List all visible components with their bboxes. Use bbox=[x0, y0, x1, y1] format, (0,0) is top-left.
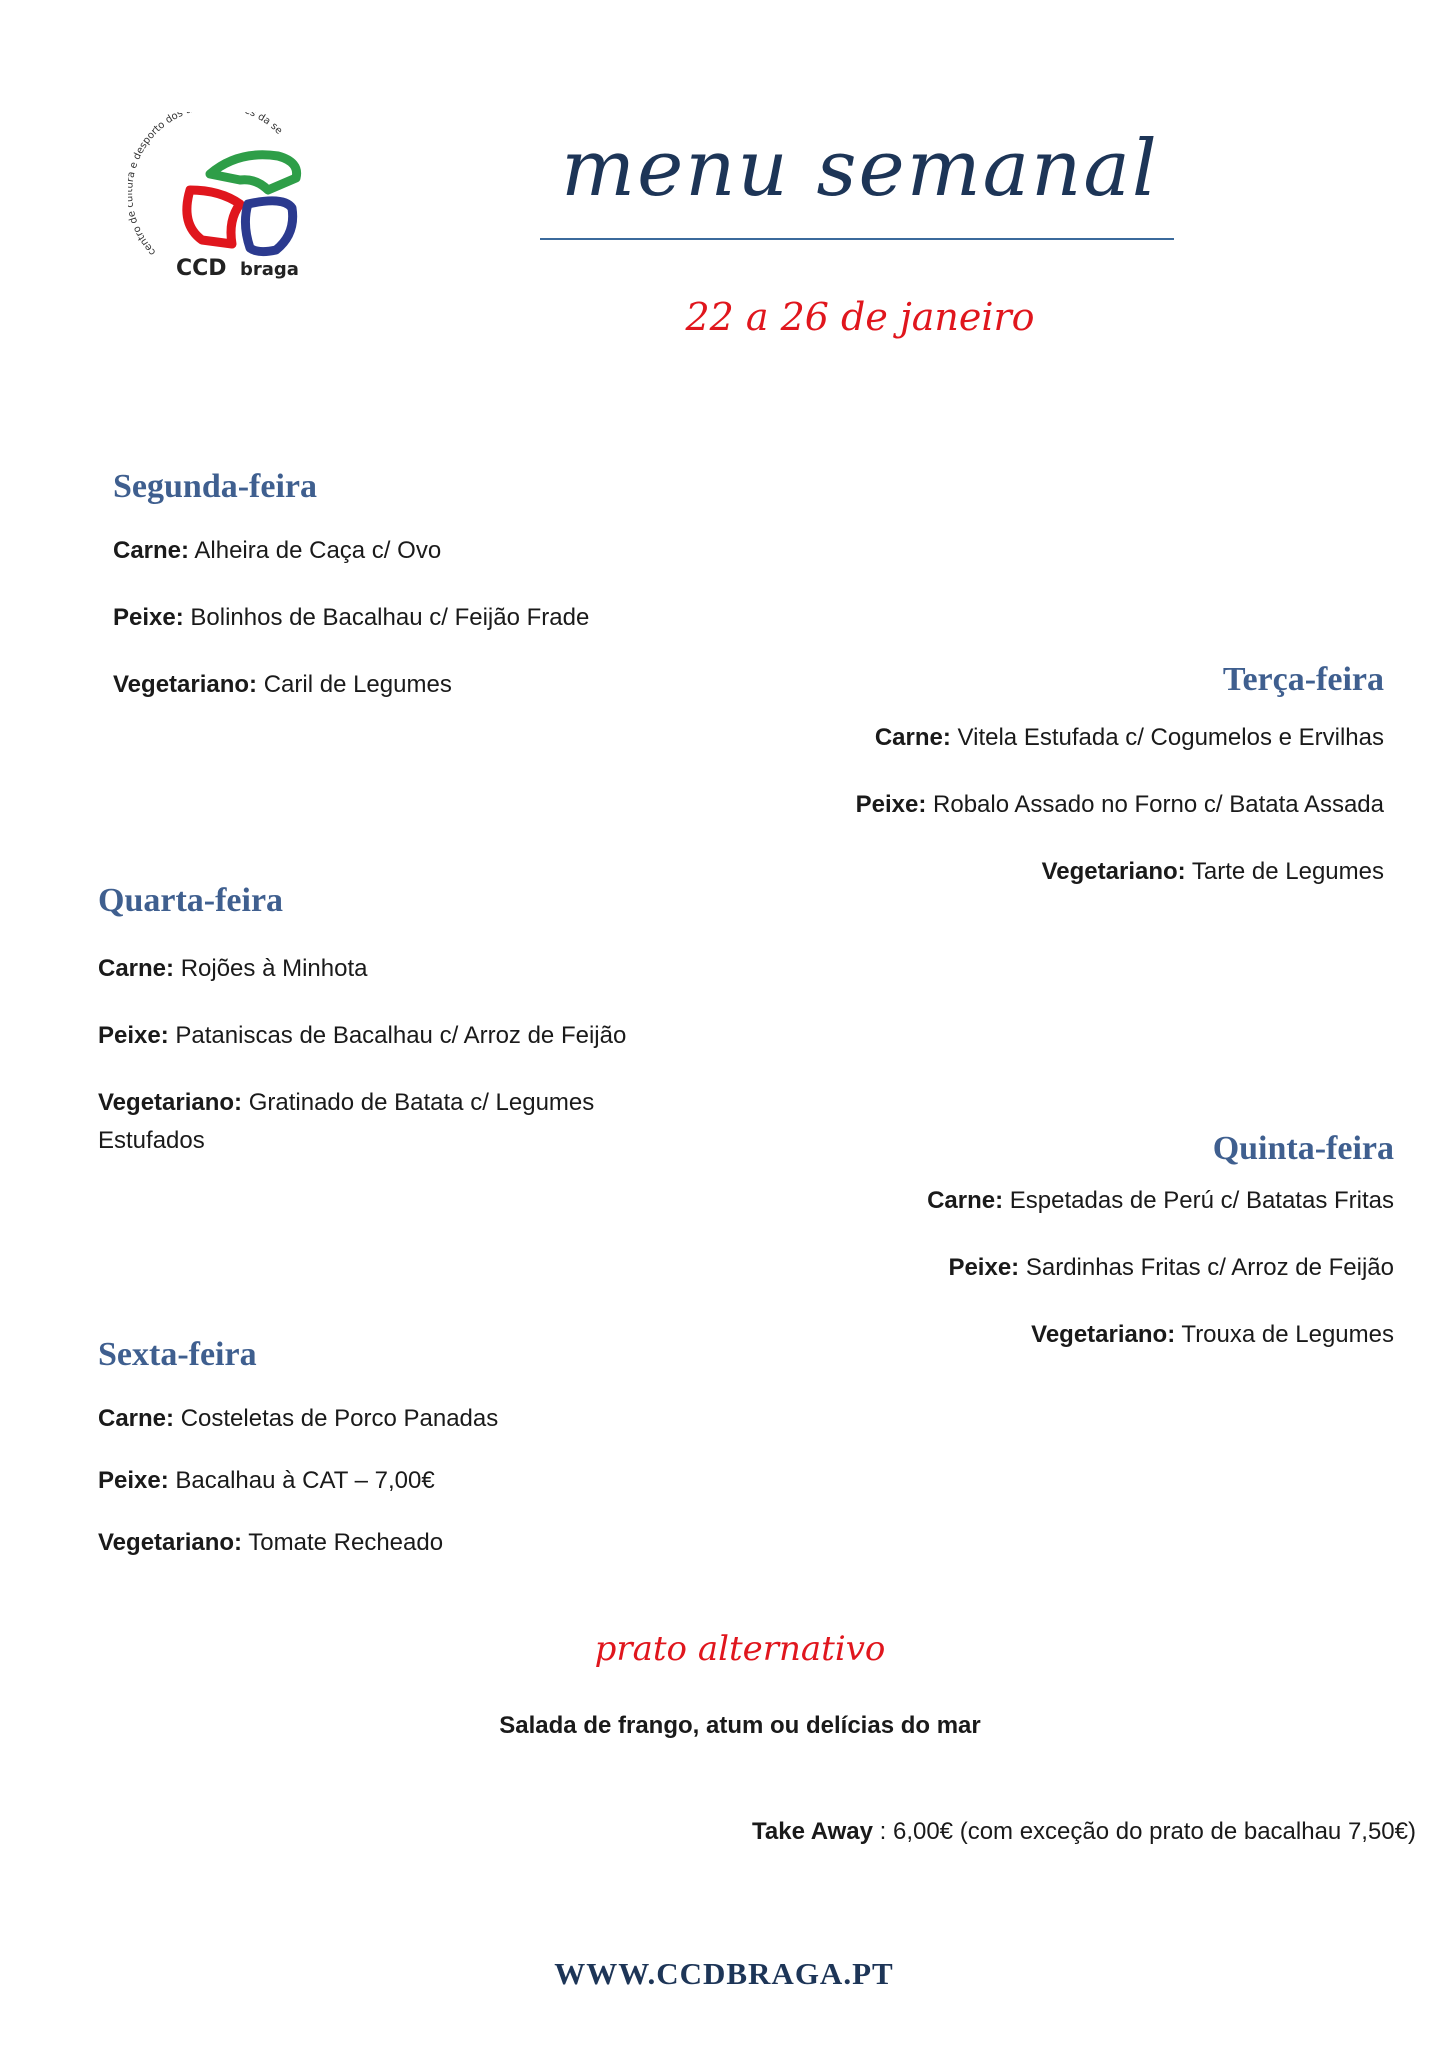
menu-line-carne bbox=[113, 532, 733, 570]
dish-carne: Costeletas de Porco Panadas bbox=[174, 1405, 499, 1432]
label-carne: Carne: bbox=[98, 955, 175, 982]
label-peixe: Peixe: bbox=[855, 791, 927, 818]
dish-carne: Rojões à Minhota bbox=[174, 955, 368, 982]
logo-graphic bbox=[128, 112, 318, 287]
dish-peixe: Sardinhas Fritas c/ Arroz de Feijão bbox=[1019, 1254, 1394, 1281]
label-vegetariano: Vegetariano: bbox=[113, 671, 258, 698]
label-vegetariano: Vegetariano: bbox=[1031, 1321, 1176, 1348]
menu-line-vegetariano bbox=[113, 666, 733, 704]
week-dates: 22 a 26 de janeiro bbox=[685, 295, 1035, 339]
day-quinta bbox=[760, 1132, 1394, 1354]
takeaway-text: : 6,00€ (com exceção do prato de bacalhau 7,50€) bbox=[872, 1818, 1416, 1845]
dish-carne: Alheira de Caça c/ Ovo bbox=[189, 537, 442, 564]
day-segunda bbox=[113, 470, 733, 704]
menu-line-vegetariano bbox=[98, 1084, 658, 1122]
website-link[interactable]: WWW.CCDBRAGA.PT bbox=[554, 1956, 894, 1991]
day-quarta bbox=[98, 884, 658, 1160]
menu-line-carne bbox=[720, 719, 1384, 757]
menu-line-peixe bbox=[760, 1249, 1394, 1287]
menu-line-peixe bbox=[720, 786, 1384, 824]
menu-line-vegetariano bbox=[98, 1524, 658, 1562]
label-vegetariano: Vegetariano: bbox=[98, 1529, 243, 1556]
alternative-title: prato alternativo bbox=[594, 1629, 886, 1669]
ccd-braga-logo bbox=[128, 112, 318, 287]
logo-blue-shape bbox=[245, 201, 292, 252]
dish-peixe: Bolinhos de Bacalhau c/ Feijão Frade bbox=[183, 604, 590, 631]
dish-vegetariano: Tarte de Legumes bbox=[1185, 858, 1384, 885]
logo-red-shape bbox=[187, 190, 240, 244]
day-sexta bbox=[98, 1338, 658, 1562]
day-title: Terça-feira bbox=[1222, 661, 1384, 698]
menu-line-peixe bbox=[113, 599, 733, 637]
label-carne: Carne: bbox=[927, 1187, 1004, 1214]
alternative-text: Salada de frango, atum ou delícias do mar bbox=[499, 1712, 981, 1739]
menu-line-vegetariano bbox=[720, 853, 1384, 891]
day-title: Sexta-feira bbox=[98, 1336, 257, 1373]
day-terca bbox=[720, 663, 1384, 891]
dish-vegetariano: Gratinado de Batata c/ Legumes bbox=[242, 1089, 595, 1116]
label-carne: Carne: bbox=[874, 724, 951, 751]
menu-line-carne bbox=[760, 1182, 1394, 1220]
day-title: Quinta-feira bbox=[1212, 1130, 1394, 1167]
dish-vegetariano: Caril de Legumes bbox=[257, 671, 452, 698]
day-title: Quarta-feira bbox=[98, 882, 284, 919]
logo-green-shape bbox=[210, 155, 297, 190]
label-peixe: Peixe: bbox=[98, 1467, 169, 1494]
logo-brand-mark: CCD bbox=[176, 256, 227, 281]
dish-vegetariano: Tomate Recheado bbox=[242, 1529, 444, 1556]
label-peixe: Peixe: bbox=[98, 1022, 169, 1049]
logo-arc-text: centro d e desporto dos s da se bbox=[128, 112, 285, 258]
takeaway-label: Take Away bbox=[752, 1818, 873, 1845]
dish-peixe: Robalo Assado no Forno c/ Batata Assada bbox=[926, 791, 1384, 818]
day-title: Segunda-feira bbox=[113, 468, 317, 505]
label-vegetariano: Vegetariano: bbox=[98, 1089, 243, 1116]
dish-carne: Vitela Estufada c/ Cogumelos e Ervilhas bbox=[950, 724, 1384, 751]
menu-line-peixe bbox=[98, 1462, 658, 1500]
menu-line-carne bbox=[98, 1400, 658, 1438]
takeaway-info bbox=[600, 1818, 1416, 1846]
logo-brand-city: braga bbox=[240, 259, 299, 280]
dish-carne: Espetadas de Perú c/ Batatas Fritas bbox=[1003, 1187, 1394, 1214]
title-divider bbox=[540, 238, 1174, 240]
menu-line-vegetariano bbox=[760, 1316, 1394, 1354]
menu-line-vegetariano-cont: Estufados bbox=[98, 1127, 205, 1154]
label-carne: Carne: bbox=[98, 1405, 175, 1432]
label-vegetariano: Vegetariano: bbox=[1041, 858, 1186, 885]
label-carne: Carne: bbox=[113, 537, 190, 564]
label-peixe: Peixe: bbox=[948, 1254, 1020, 1281]
page-title: menu semanal bbox=[561, 124, 1159, 214]
menu-line-carne bbox=[98, 950, 658, 988]
dish-peixe: Bacalhau à CAT – 7,00€ bbox=[168, 1467, 435, 1494]
menu-line-peixe bbox=[98, 1017, 658, 1055]
label-peixe: Peixe: bbox=[113, 604, 184, 631]
dish-peixe: Pataniscas de Bacalhau c/ Arroz de Feijão bbox=[168, 1022, 627, 1049]
dish-vegetariano: Trouxa de Legumes bbox=[1175, 1321, 1394, 1348]
